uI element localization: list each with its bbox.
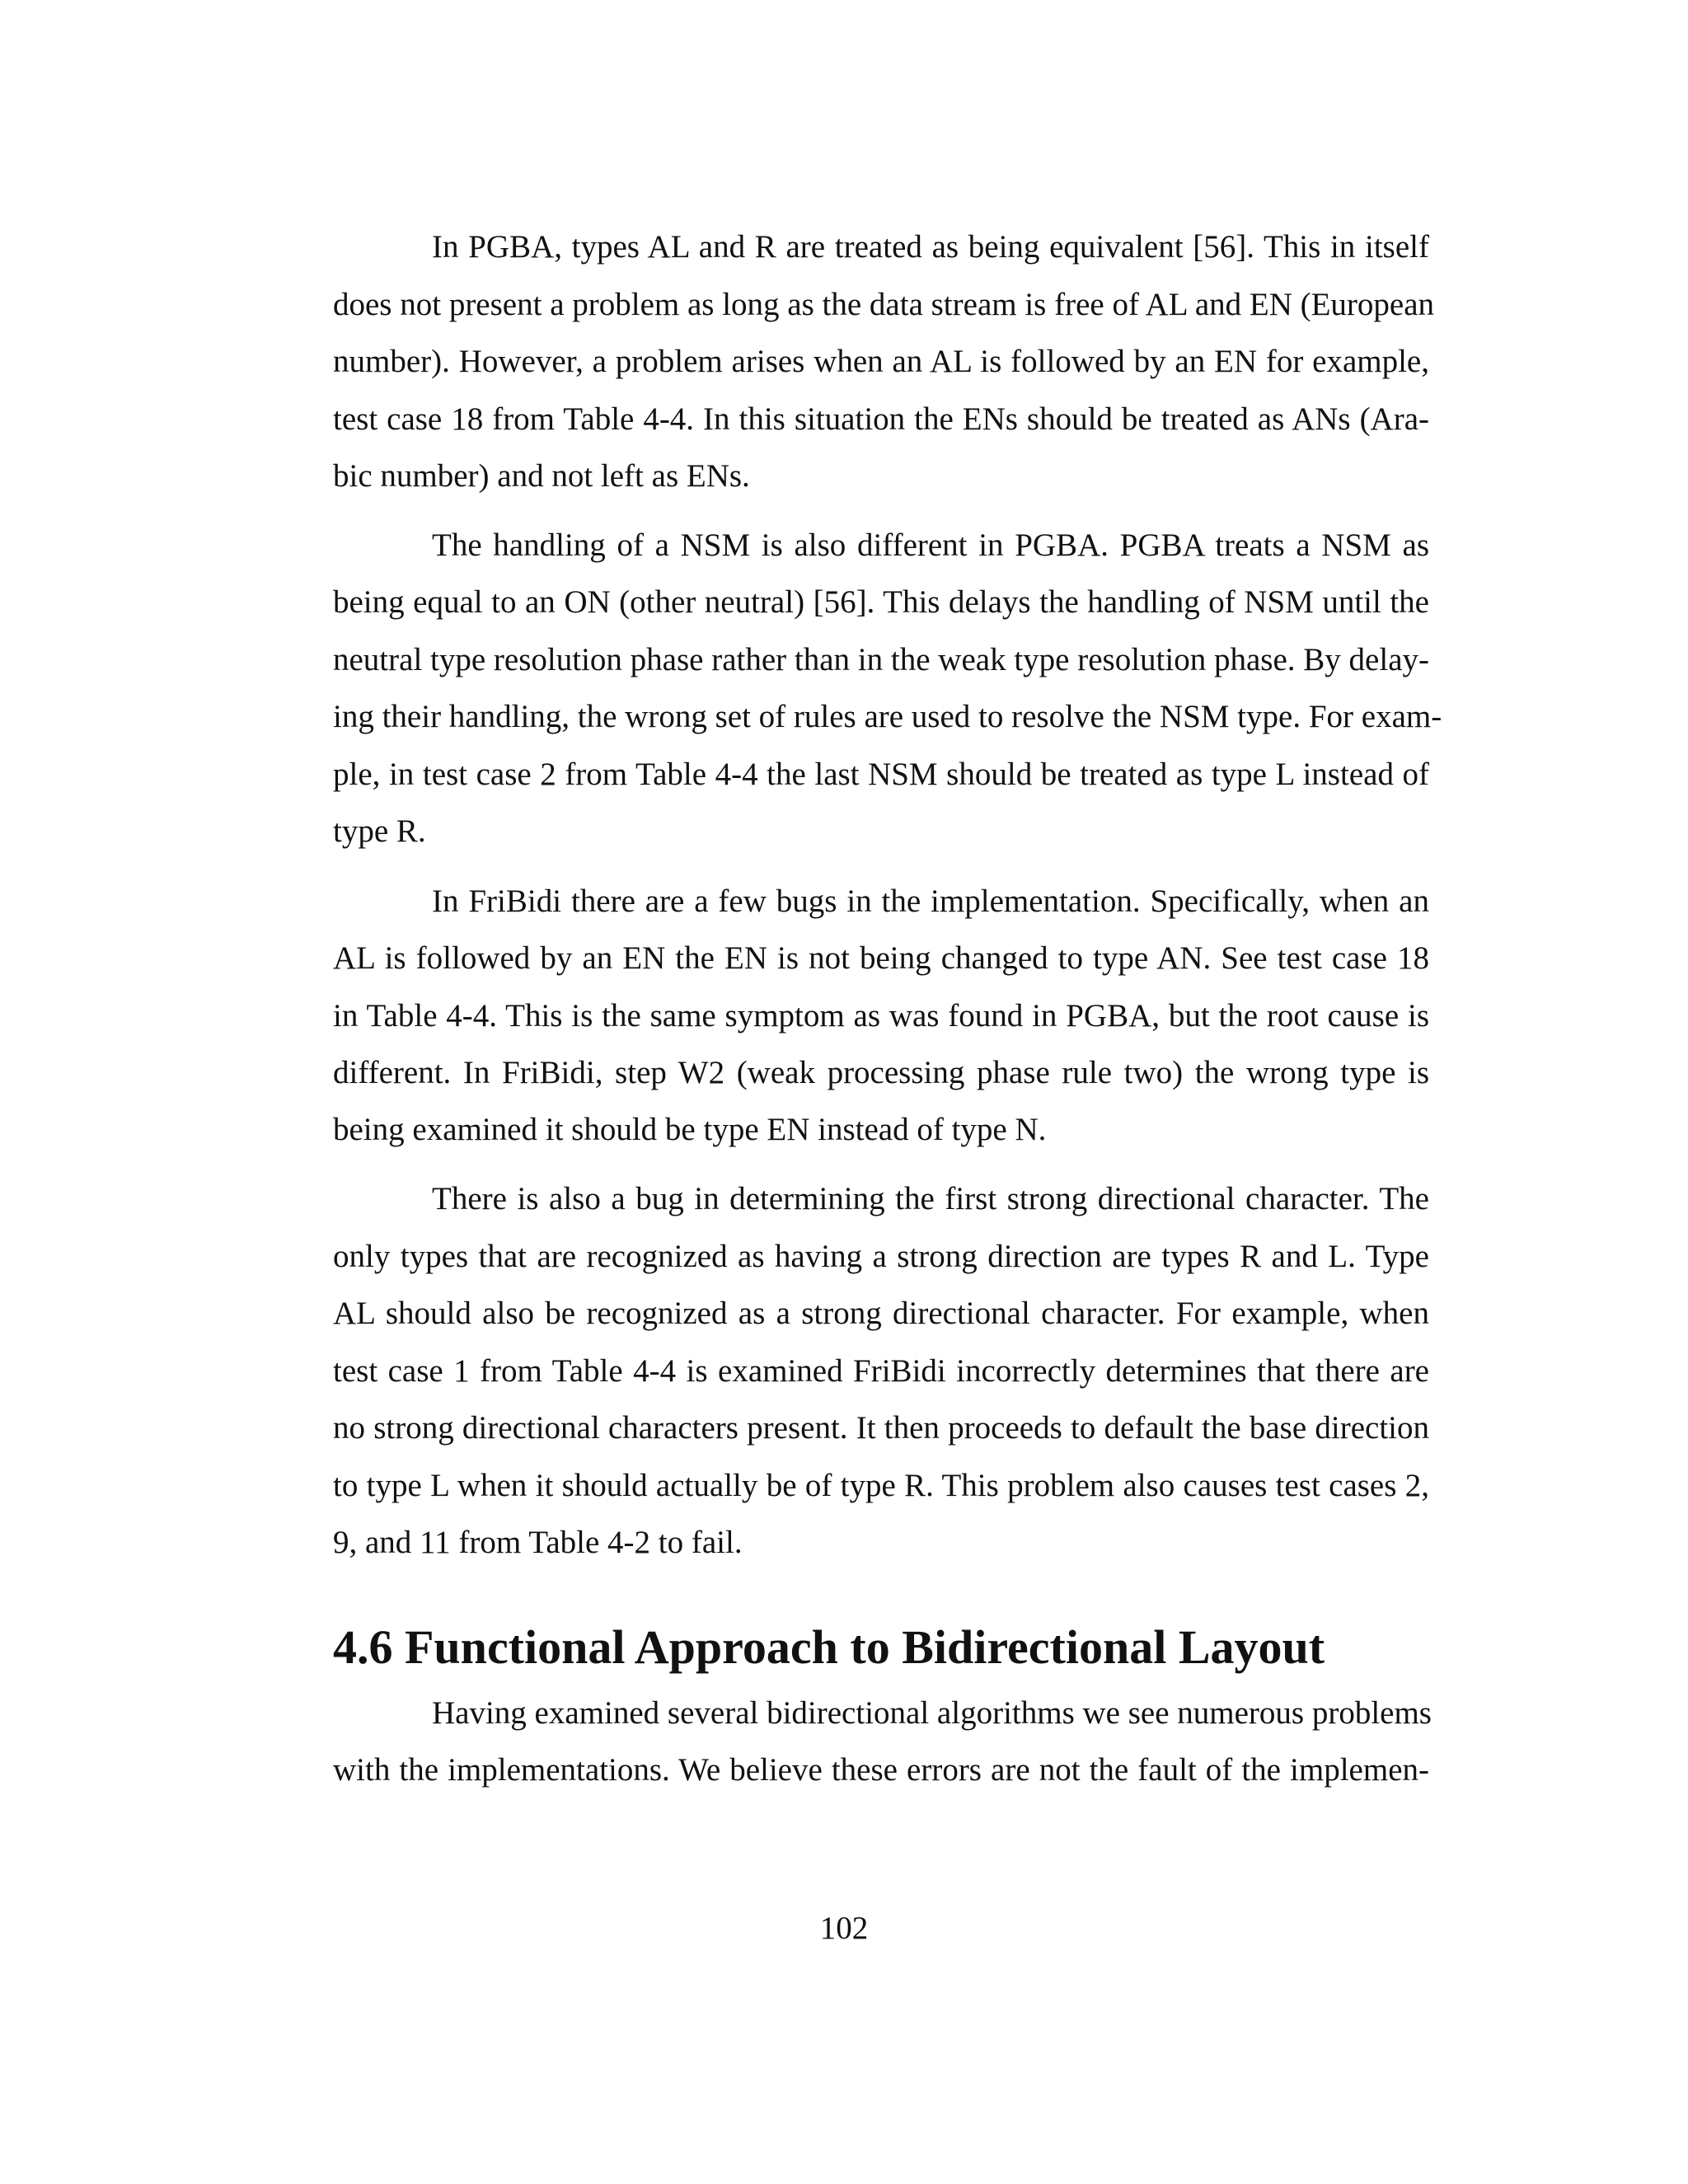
text-line: being examined it should be type EN instead of type N. [333,1112,1047,1147]
text-line: The handling of a NSM is also different in PGBA. PGBA treats a NSM as [432,527,1429,563]
text-line: There is also a bug in determining the first strong directional character. The [432,1181,1429,1216]
text-line: no strong directional characters present. It then proceeds to default the base direction [333,1410,1429,1446]
text-line: AL is followed by an EN the EN is not being changed to type AN. See test case 18 [333,940,1429,976]
text-line: test case 18 from Table 4-4. In this situation the ENs should be treated as ANs (Ara- [333,401,1429,437]
text-line: AL should also be recognized as a strong directional character. For example, when [333,1296,1429,1331]
text-line: Having examined several bidirectional algorithms we see numerous problems [432,1695,1432,1731]
text-line: ing their handling, the wrong set of rules are used to resolve the NSM type. For exam- [333,699,1442,734]
text-line: only types that are recognized as having a strong direction are types R and L. Type [333,1239,1429,1274]
text-line: with the implementations. We believe these errors are not the fault of the implemen- [333,1752,1429,1788]
text-line: In FriBidi there are a few bugs in the implementation. Specifically, when an [432,883,1429,919]
text-line: In PGBA, types AL and R are treated as being equivalent [56]. This in itself [432,229,1429,265]
text-line: test case 1 from Table 4-4 is examined FriBidi incorrectly determines that there are [333,1353,1429,1389]
text-line: in Table 4-4. This is the same symptom as was found in PGBA, but the root cause is [333,998,1429,1033]
text-line: being equal to an ON (other neutral) [56]. This delays the handling of NSM until the [333,584,1429,620]
text-line: number). However, a problem arises when an AL is followed by an EN for example, [333,344,1429,379]
text-line: to type L when it should actually be of type R. This problem also causes test cases 2, [333,1468,1429,1503]
section-heading: 4.6 Functional Approach to Bidirectional Layout [333,1620,1325,1674]
text-line: 9, and 11 from Table 4-2 to fail. [333,1525,743,1560]
text-line: ple, in test case 2 from Table 4-4 the last NSM should be treated as type L instead of [333,757,1429,792]
text-line: bic number) and not left as ENs. [333,458,750,494]
text-line: different. In FriBidi, step W2 (weak processing phase rule two) the wrong type is [333,1055,1429,1090]
page-number: 102 [819,1910,869,1946]
text-line: neutral type resolution phase rather than in the weak type resolution phase. By delay- [333,642,1429,677]
text-line: type R. [333,813,426,849]
text-line: does not present a problem as long as the data stream is free of AL and EN (European [333,287,1435,322]
